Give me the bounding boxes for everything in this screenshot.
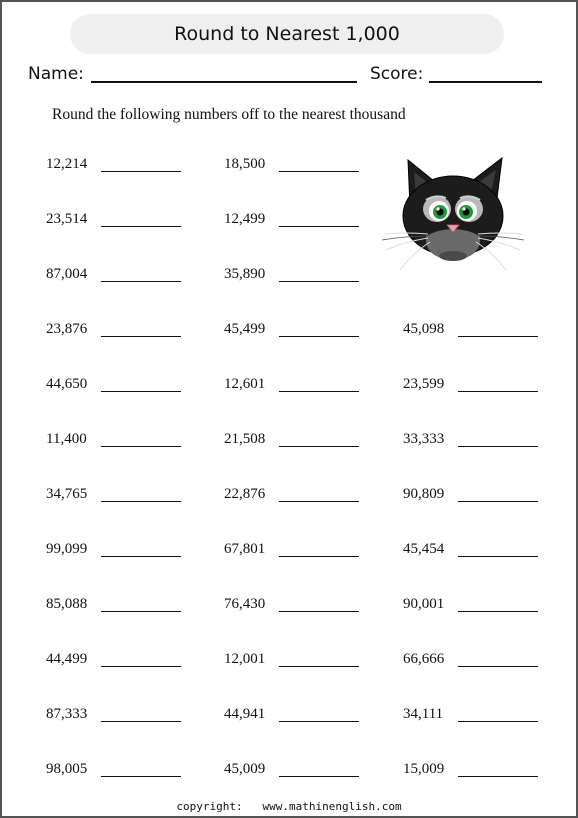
answer-blank <box>279 391 359 392</box>
answer-blank <box>101 281 181 282</box>
footer <box>2 800 576 813</box>
problem-number: 12,499 <box>224 211 266 227</box>
answer-blank <box>279 336 359 337</box>
problem-number: 66,666 <box>403 651 445 667</box>
problem-number: 67,801 <box>224 541 266 557</box>
score-label: Score: <box>370 64 424 84</box>
problem-number: 15,009 <box>403 761 445 777</box>
answer-blank <box>279 501 359 502</box>
answer-blank <box>458 391 538 392</box>
answer-blank <box>458 666 538 667</box>
answer-blank <box>279 611 359 612</box>
problem-number: 44,499 <box>46 651 88 667</box>
score-answer-line <box>429 81 542 83</box>
name-answer-line <box>91 81 357 83</box>
problem-number: 45,098 <box>403 321 445 337</box>
problem-number: 23,599 <box>403 376 445 392</box>
answer-blank <box>458 446 538 447</box>
answer-blank <box>279 446 359 447</box>
title-text: Round to Nearest 1,000 <box>174 23 400 45</box>
answer-blank <box>101 501 181 502</box>
problem-number: 12,214 <box>46 156 88 172</box>
answer-blank <box>458 336 538 337</box>
problem-number: 76,430 <box>224 596 266 612</box>
problem-number: 45,499 <box>224 321 266 337</box>
answer-blank <box>101 171 181 172</box>
problem-number: 45,454 <box>403 541 445 557</box>
problem-number: 21,508 <box>224 431 266 447</box>
copyright-label: copyright: <box>176 800 243 813</box>
problem-number: 12,601 <box>224 376 266 392</box>
answer-blank <box>458 721 538 722</box>
problem-number: 44,941 <box>224 706 266 722</box>
problem-number: 98,005 <box>46 761 88 777</box>
problem-number: 18,500 <box>224 156 266 172</box>
answer-blank <box>279 171 359 172</box>
answer-blank <box>458 556 538 557</box>
answer-blank <box>458 776 538 777</box>
answer-blank <box>101 721 181 722</box>
problem-number: 34,111 <box>403 706 444 722</box>
problem-number: 87,004 <box>46 266 88 282</box>
problem-number: 34,765 <box>46 486 88 502</box>
answer-blank <box>101 666 181 667</box>
problem-number: 11,400 <box>46 431 87 447</box>
answer-blank <box>101 776 181 777</box>
problem-number: 23,876 <box>46 321 88 337</box>
problem-number: 99,099 <box>46 541 88 557</box>
worksheet-title <box>70 14 504 54</box>
answer-blank <box>279 226 359 227</box>
problem-number: 33,333 <box>403 431 445 447</box>
answer-blank <box>101 226 181 227</box>
problem-number: 12,001 <box>224 651 266 667</box>
answer-blank <box>101 336 181 337</box>
answer-blank <box>279 776 359 777</box>
problem-number: 44,650 <box>46 376 88 392</box>
answer-blank <box>279 556 359 557</box>
problem-number: 23,514 <box>46 211 88 227</box>
problem-number: 90,001 <box>403 596 445 612</box>
instruction-text: Round the following numbers off to the nearest thousand <box>52 106 406 123</box>
problem-number: 22,876 <box>224 486 266 502</box>
answer-blank <box>101 391 181 392</box>
problem-number: 45,009 <box>224 761 266 777</box>
answer-blank <box>279 281 359 282</box>
problem-number: 35,890 <box>224 266 266 282</box>
problem-number: 87,333 <box>46 706 88 722</box>
answer-blank <box>279 721 359 722</box>
answer-blank <box>458 501 538 502</box>
answer-blank <box>101 446 181 447</box>
problem-number: 90,809 <box>403 486 445 502</box>
website-link[interactable]: www.mathinenglish.com <box>262 800 402 813</box>
answer-blank <box>101 611 181 612</box>
problem-number: 85,088 <box>46 596 88 612</box>
answer-blank <box>279 666 359 667</box>
answer-blank <box>101 556 181 557</box>
black-cat-illustration <box>378 152 528 274</box>
answer-blank <box>458 611 538 612</box>
name-label: Name: <box>28 64 84 84</box>
